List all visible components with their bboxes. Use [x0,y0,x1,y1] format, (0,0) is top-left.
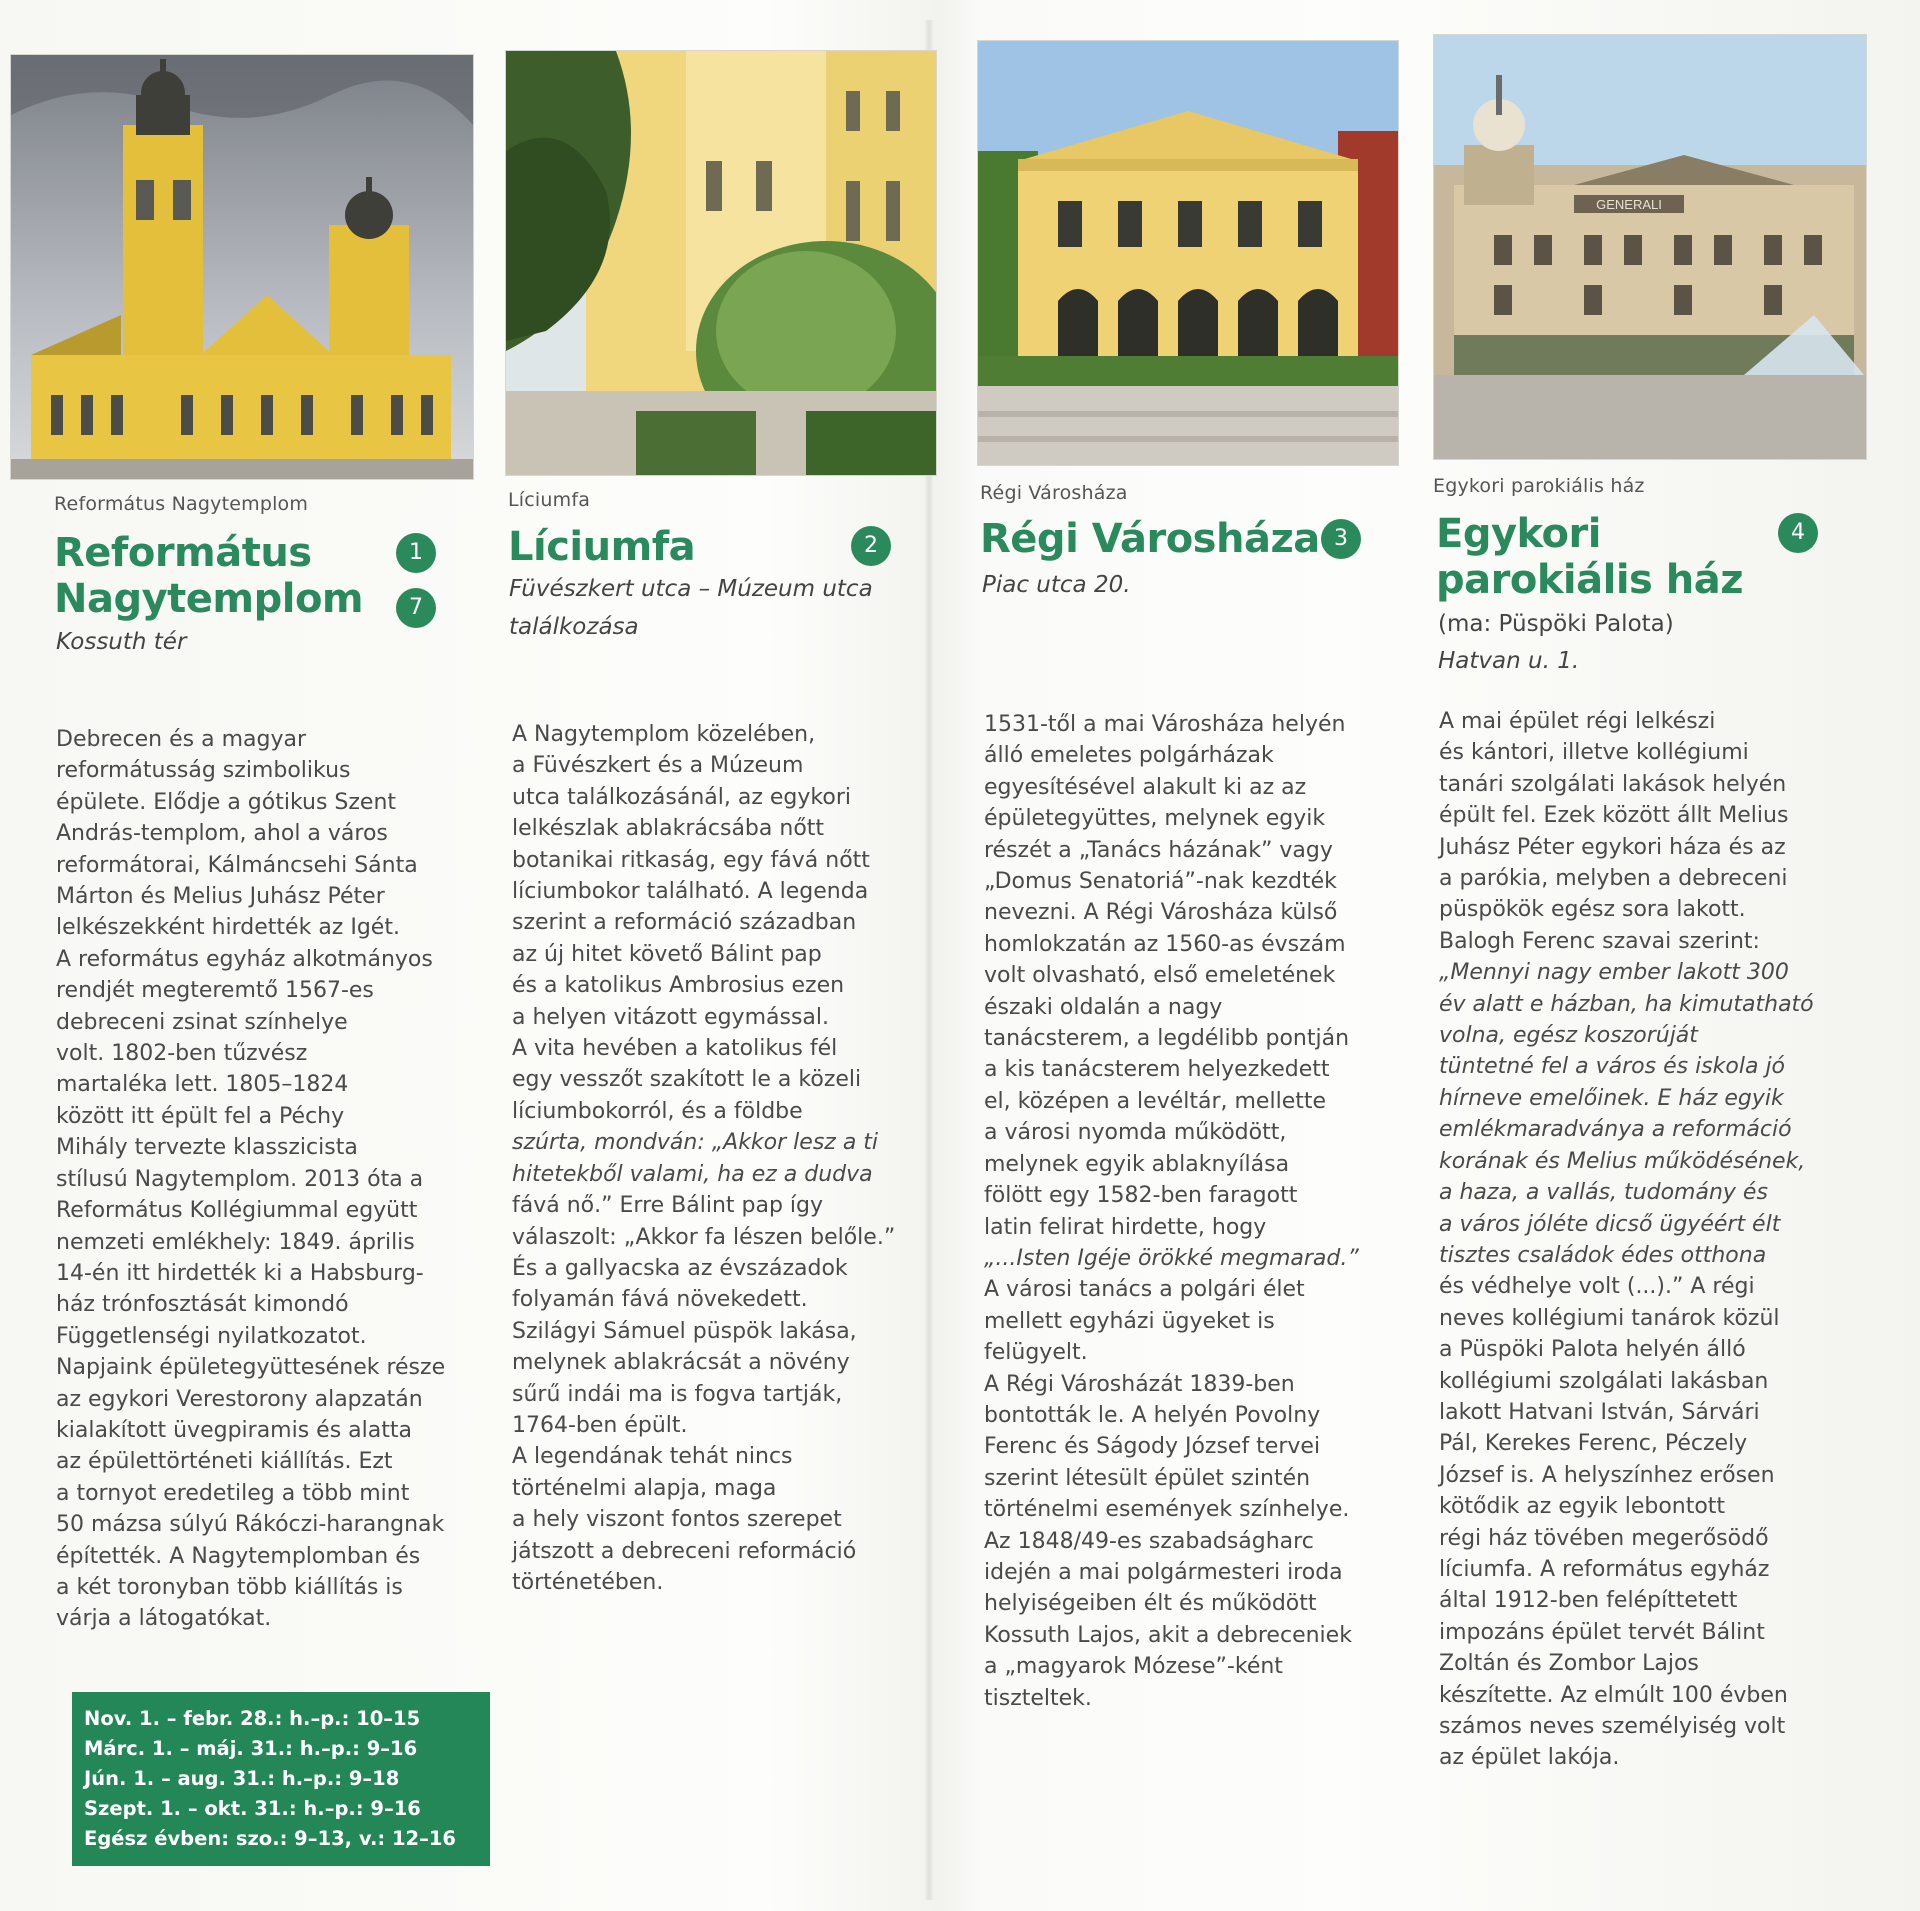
description-line: idején a mai polgármesteri iroda [984,1559,1343,1585]
site-title-line: Református [54,530,312,576]
description-line: az új hitet követő Bálint pap [512,941,822,967]
description-line: 50 mázsa súlyú Rákóczi-harangnak [56,1512,445,1538]
description-line: Balogh Ferenc szavai szerint: [1439,928,1760,954]
site-number-badge: 4 [1778,513,1818,553]
description-line: Zoltán és Zombor Lajos [1439,1651,1699,1677]
site-title-line: Líciumfa [508,524,696,570]
photo-sign-text: GENERALI [1596,197,1662,212]
description-line: sűrű indái ma is fogva tartják, [512,1381,843,1407]
description-line: Szilágyi Sámuel püspök lakása, [512,1318,857,1344]
photo-caption: Líciumfa [508,489,591,511]
description-line: József is. A helyszínhez erősen [1439,1462,1775,1488]
description-line: fölött egy 1582-ben faragott [984,1183,1298,1209]
site-title [508,524,695,570]
description-line: épült fel. Ezek között állt Melius [1439,803,1789,829]
description-line: fává nő.” Erre Bálint pap így [512,1193,824,1219]
description-line: történelmi alapja, maga [512,1475,777,1501]
description-line: A városi tanács a polgári élet [984,1277,1305,1303]
description-line: impozáns épület tervét Bálint [1439,1619,1765,1645]
site-address: Piac utca 20. [982,572,1131,598]
description-line: Márton és Melius Juhász Péter [56,884,385,910]
description-line: tüntetné fel a város és iskola jó [1439,1054,1786,1080]
photo-egykori-parokialis-haz [1433,34,1867,460]
description-line: év alatt e házban, ha kimutatható [1439,991,1814,1017]
site-title [980,516,1320,562]
description-line: között itt épült fel a Péchy [56,1103,345,1129]
description-line: régi ház tövében megerősödő [1439,1525,1769,1551]
description-line: rendjét megteremtő 1567-es [56,978,374,1004]
site-title [54,530,363,622]
description-line: lakott Hatvani István, Sárvári [1439,1399,1760,1425]
description-line: 14-én itt hirdették ki a Habsburg- [56,1260,424,1286]
description-line: kialakított üvegpiramis és alatta [56,1417,412,1443]
description-line: volt olvasható, első emeletének [984,963,1336,989]
description-line: részét a „Tanács házának” vagy [984,837,1333,863]
description-line: tanácsterem, a legdélibb pontján [984,1026,1350,1052]
description-line: a kis tanácsterem helyezkedett [984,1057,1330,1083]
description-line: martaléka lett. 1805–1824 [56,1072,349,1098]
description-line: válaszolt: „Akkor fa lészen belőle.” [512,1224,896,1250]
description-line: „Domus Senatoriá”-nak kezdték [984,869,1337,895]
site-address: Hatvan u. 1. [1438,648,1580,674]
description-line: a tornyot eredetileg a több mint [56,1480,410,1506]
description-line: számos neves személyiség volt [1439,1714,1786,1739]
description-line: debreceni zsinat színhelye [56,1009,348,1035]
description-line: A Nagytemplom közelében, [512,722,816,747]
photo-caption: Régi Városháza [980,482,1128,504]
description-line: püspökök egész sora lakott. [1439,897,1746,923]
description-line: A legendának tehát nincs [512,1444,793,1470]
description-line: nevezni. A Régi Városháza külső [984,900,1338,926]
description-line: a „magyarok Mózese”-ként [984,1654,1283,1680]
description-line: Pál, Kerekes Ferenc, Péczely [1439,1431,1748,1457]
description-line: líciumbokor található. A legenda [512,879,869,905]
description-line: tiszteltek. [984,1685,1092,1711]
description-line: helyiségeiben élt és működött [984,1591,1317,1617]
description-line: a Püspöki Palota helyén álló [1439,1337,1746,1363]
description-line: és a katolikus Ambrosius ezen [512,973,845,999]
description-line: András-templom, ahol a város [56,821,388,847]
description-line: Mihály tervezte klasszicista [56,1135,358,1161]
description-line: a két toronyban több kiállítás is [56,1574,403,1600]
description-line: a városi nyomda működött, [984,1120,1287,1146]
description-line: Az 1848/49-es szabadságharc [984,1528,1314,1554]
description-line: ház trónfosztását kimondó [56,1292,349,1318]
description-line: egy vesszőt szakított le a közeli [512,1067,862,1093]
site-description [984,709,1359,1714]
description-line: mellett egyházi ügyeket is [984,1308,1275,1334]
opening-hours-line: Nov. 1. – febr. 28.: h.–p.: 10–15 [84,1707,421,1730]
description-line: szerint létesült épület szintén [984,1465,1311,1491]
description-line: Debrecen és a magyar [56,727,306,752]
description-line: latin felirat hirdette, hogy [984,1214,1267,1240]
site-address [509,570,873,646]
description-line: hitetekből valami, ha ez a dudva [512,1161,873,1187]
opening-hours-line: Szept. 1. – okt. 31.: h.–p.: 9–16 [84,1797,421,1820]
description-line: volt. 1802-ben tűzvész [56,1041,308,1067]
opening-hours-line: Egész évben: szo.: 9–13, v.: 12–16 [84,1827,456,1850]
description-line: hírneve emelőinek. E ház egyik [1439,1085,1784,1111]
description-line: álló emeletes polgárházak [984,743,1274,769]
description-line: bontották le. A helyén Povolny [984,1402,1321,1428]
site-address-line: Füvészkert utca – Múzeum utca [509,576,873,602]
description-line: melynek ablakrácsát a növény [512,1350,850,1376]
description-line: történelmi események színhelye. [984,1497,1350,1523]
site-number-badge: 1 [396,533,436,573]
site-description [56,724,445,1635]
description-line: utca találkozásánál, az egykori [512,784,851,810]
description-line: a parókia, melyben a debreceni [1439,866,1788,892]
description-line: folyamán fává növekedett. [512,1287,808,1313]
description-line: A vita hevében a katolikus fél [512,1036,838,1062]
description-line: korának és Melius működésének, [1439,1148,1806,1174]
photo-reformatus-nagytemplom [10,54,474,480]
description-line: felügyelt. [984,1340,1088,1366]
description-line: reformátorai, Kálmáncsehi Sánta [56,852,418,878]
description-line: játszott a debreceni reformáció [512,1538,857,1564]
description-line: el, középen a levéltár, mellette [984,1088,1327,1114]
description-line: az egykori Verestorony alapzatán [56,1386,423,1412]
description-line: épülete. Elődje a gótikus Szent [56,789,397,815]
description-line: északi oldalán a nagy [984,994,1223,1020]
description-line: 1764-ben épült. [512,1412,688,1438]
description-line: homlokzatán az 1560-as évszám [984,931,1346,957]
photo-liciumfa [505,50,937,476]
description-line: A Régi Városházát 1839-ben [984,1371,1295,1397]
description-line: tisztes családok édes otthona [1439,1242,1767,1268]
description-line: A református egyház alkotmányos [56,946,433,972]
site-number-badge: 2 [851,526,891,566]
description-line: nemzeti emlékhely: 1849. április [56,1229,415,1255]
opening-hours-line: Jún. 1. – aug. 31.: h.–p.: 9–18 [84,1767,400,1790]
description-line: a haza, a vallás, tudomány és [1439,1180,1768,1206]
site-note: (ma: Püspöki Palota) [1438,611,1674,637]
description-line: líciumbokorról, és a földbe [512,1098,803,1124]
description-line: „...Isten Igéje örökké megmarad.” [984,1245,1359,1271]
description-line: által 1912-ben felépíttetett [1439,1588,1738,1614]
site-title [1436,511,1743,603]
description-line: és kántori, illetve kollégiumi [1439,740,1749,766]
opening-hours-line: Márc. 1. – máj. 31.: h.–p.: 9–16 [84,1737,418,1760]
description-line: építették. A Nagytemplomban és [56,1543,421,1569]
description-line: készítette. Az elmúlt 100 évben [1439,1682,1788,1708]
description-line: szúrta, mondván: „Akkor lesz a ti [512,1130,879,1156]
description-line: Ferenc és Ságody József tervei [984,1434,1321,1460]
description-line: az épülettörténeti kiállítás. Ezt [56,1449,393,1475]
site-title-line: parokiális ház [1436,557,1744,603]
description-line: lelkészlak ablakrácsába nőtt [512,816,825,842]
description-line: reformátusság szimbolikus [56,758,351,784]
description-line: neves kollégiumi tanárok közül [1439,1305,1780,1331]
description-line: és védhelye volt (...).” A régi [1439,1274,1755,1300]
description-line: szerint a reformáció században [512,910,857,936]
site-title-line: Régi Városháza [980,516,1320,562]
description-line: lelkészekként hirdették az Igét. [56,915,400,941]
description-line: stílusú Nagytemplom. 2013 óta a [56,1166,424,1192]
description-line: És a gallyacska az évszázadok [512,1255,848,1281]
description-line: botanikai ritkaság, egy fává nőtt [512,847,870,873]
description-line: történetében. [512,1569,664,1595]
description-line: „Mennyi nagy ember lakott 300 [1439,960,1789,986]
description-line: Függetlenségi nyilatkozatot. [56,1323,367,1349]
description-line: egyesítésével alakult ki az az [984,774,1307,800]
description-line: melynek egyik ablaknyílása [984,1151,1290,1177]
photo-caption: Egykori parokiális ház [1433,475,1645,497]
description-line: az épület lakója. [1439,1745,1620,1771]
site-description [512,719,895,1598]
description-line: Juhász Péter egykori háza és az [1439,834,1786,860]
description-line: volna, egész koszorúját [1439,1023,1698,1049]
description-line: épületegyüttes, melynek egyik [984,806,1326,832]
opening-hours-box [72,1692,490,1866]
description-line: Napjaink épületegyüttesének része [56,1355,446,1381]
site-title-line: Nagytemplom [54,576,364,622]
description-line: a hely viszont fontos szerepet [512,1507,842,1533]
site-address-line: találkozása [509,614,639,640]
site-number-badge: 7 [396,588,436,628]
description-line: a helyen vitázott egymással. [512,1004,829,1030]
description-line: 1531-től a mai Városháza helyén [984,712,1346,737]
photo-regi-varoshaza [977,40,1399,466]
description-line: Református Kollégiummal együtt [56,1198,418,1224]
site-description [1439,706,1814,1774]
site-title-line: Egykori [1436,511,1601,557]
description-line: Kossuth Lajos, akit a debreceniek [984,1622,1352,1648]
description-line: kötődik az egyik lebontott [1439,1494,1726,1520]
site-number-badge: 3 [1321,519,1361,559]
description-line: emlékmaradványa a reformáció [1439,1117,1792,1143]
description-line: kollégiumi szolgálati lakásban [1439,1368,1769,1394]
site-address: Kossuth tér [56,629,187,655]
description-line: líciumfa. A református egyház [1439,1556,1770,1582]
description-line: várja a látogatókat. [56,1606,272,1632]
photo-caption: Református Nagytemplom [54,493,309,515]
description-line: a város jóléte dicső ügyéért élt [1439,1211,1781,1237]
description-line: A mai épület régi lelkészi [1439,709,1716,734]
description-line: a Füvészkert és a Múzeum [512,753,804,779]
description-line: tanári szolgálati lakások helyén [1439,771,1787,797]
